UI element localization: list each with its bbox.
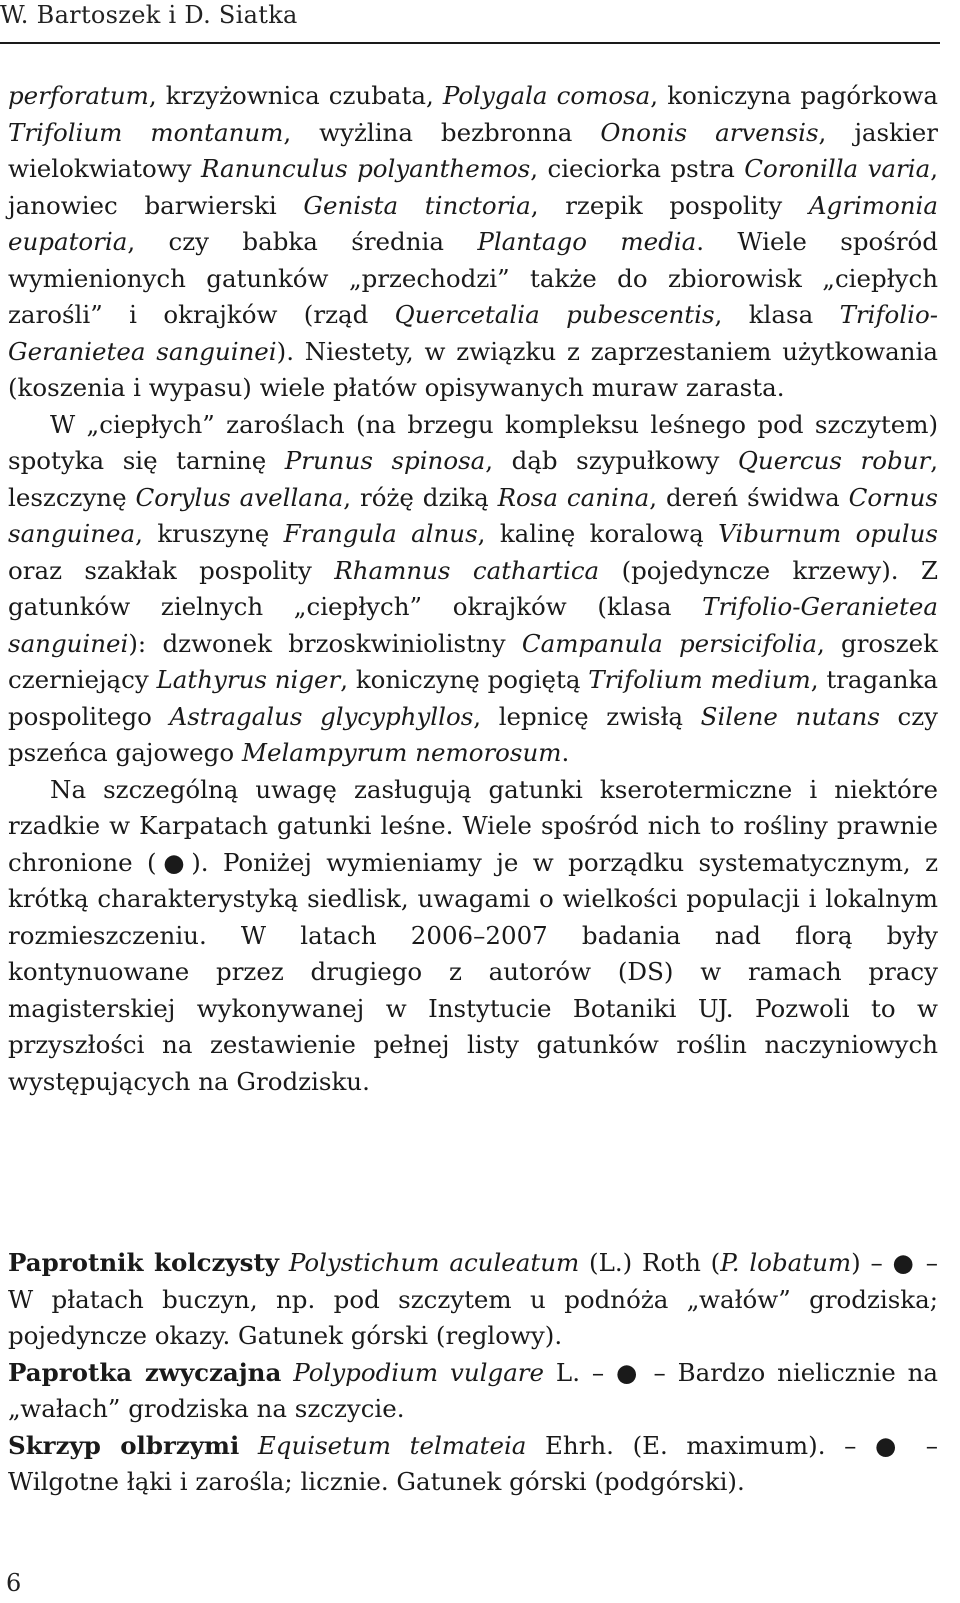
italic-text: Trifolio-Geranietea sanguinei [8, 592, 938, 658]
italic-text: Viburnum opulus [718, 519, 938, 548]
text-run: Ehrh. (E. maximum). – ● – Wilgotne łąki i zarośla; licznie. Gatunek górski (podgórski). [8, 1430, 939, 1496]
running-head: W. Bartoszek i D. Siatka [0, 1, 298, 29]
species-list [8, 1245, 938, 1501]
text-run: L. – ● – Bardzo nielicznie na „wałach” grodziska na szczycie. [8, 1357, 938, 1423]
text-run: oraz szakłak pospolity [8, 555, 335, 585]
page-number: 6 [6, 1569, 22, 1597]
text-run: , koniczyna pagórkowa [650, 81, 939, 110]
text-run: W „ciepłych” zaroślach (na brzegu kompleksu leśnego pod szczytem) spotyka się tarninę [8, 409, 938, 475]
italic-text: perforatum [8, 81, 149, 110]
text-run: , groszek czerniejący [8, 628, 939, 694]
text-run: czy pszeńca gajowego [8, 701, 939, 767]
italic-text: Astragalus glycyphyllos [169, 701, 474, 731]
italic-text: Ranunculus polyanthemos [201, 154, 531, 183]
text-run: ). Niestety, w związku z zaprzestaniem użytkowania (koszenia i wypasu) wiele płatów opisywanych muraw zarasta. [8, 336, 938, 402]
italic-text: Trifolio-Geranietea sanguinei [8, 300, 938, 366]
paragraph-1 [8, 78, 938, 407]
text-run: , cieciorka pstra [530, 154, 745, 183]
text-run: ): dzwonek brzoskwiniolistny [128, 628, 522, 658]
italic-text: Melampyrum nemorosum [241, 738, 562, 767]
italic-text: Ononis arvensis [600, 117, 819, 147]
text-run: , różę dziką [343, 482, 498, 512]
italic-text: Frangula alnus [283, 519, 478, 548]
text-run: , wyżlina bezbronna [283, 117, 601, 147]
italic-text: Trifolium medium [588, 665, 811, 694]
italic-text: Lathyrus niger [156, 665, 341, 694]
text-run [239, 1431, 258, 1460]
italic-text: Plantago media [477, 227, 697, 256]
italic-text: Quercetalia pubescentis [394, 300, 715, 329]
italic-text: Rosa canina [497, 482, 650, 512]
italic-text: Silene nutans [700, 701, 880, 731]
italic-text: Trifolium montanum [8, 117, 284, 147]
text-run [279, 1248, 289, 1277]
text-run: . [561, 738, 570, 767]
italic-text: Prunus spinosa [284, 446, 486, 475]
italic-text: Cornus sanguinea [8, 482, 938, 548]
text-run: , krzyżownica czubata, [148, 81, 443, 110]
italic-text: Agrimonia eupatoria [8, 190, 938, 256]
body-text [8, 78, 938, 1100]
italic-text: Campanula persicifolia [521, 628, 817, 658]
text-run: , kruszynę [135, 519, 284, 548]
italic-text: Quercus robur [737, 446, 931, 475]
text-run: ) – ● – W płatach buczyn, np. pod szczytem u podnóża „wałów” grodziska; pojedyncze okazy. Gatunek górski (reglowy). [8, 1248, 938, 1350]
text-run: , jaskier wielokwiatowy [8, 117, 938, 183]
italic-text: P. lobatum [720, 1248, 852, 1277]
text-run: Na szczególną uwagę zasługują gatunki kserotermiczne i niektóre rzadkie w Karpatach gatunki leśne. Wiele spośród nich to rośliny prawnie chronione (●). Poniżej wymieniamy je w porządku systematycznym, z krótką charakterystyką siedlisk, uwagami o wielkości populacji i lokalnym rozmieszczeniu. W latach 2006–2007 badania nad florą były kontynuowane przez drugiego z autorów (DS) w ramach pracy magisterskiej wykonywanej w Instytucie Botaniki UJ. Pozwoli to w przyszłości na zestawienie pełnej listy gatunków roślin naczyniowych występujących na Grodzisku. [8, 774, 938, 1096]
text-run: (L.) Roth ( [579, 1248, 721, 1277]
text-run: , dereń świdwa [649, 482, 849, 512]
text-run: . Wiele spośród wymienionych gatunków „przechodzi” także do zbiorowisk „ciepłych zarośli” i okrajków (rząd [8, 227, 938, 329]
text-run: , kalinę koralową [477, 519, 719, 548]
italic-text: Rhamnus cathartica [334, 555, 600, 585]
paragraph-2 [8, 407, 938, 772]
italic-text: Corylus avellana [135, 482, 344, 512]
text-run: (pojedyncze krzewy). Z gatunków zielnych „ciepłych” okrajków (klasa [8, 555, 939, 621]
species-entry [8, 1428, 938, 1501]
species-entry [8, 1245, 938, 1355]
text-run: , janowiec barwierski [8, 154, 938, 220]
italic-text: Polygala comosa [442, 81, 651, 110]
text-run: , traganka pospolitego [8, 665, 939, 731]
text-run: , klasa [714, 300, 840, 329]
text-run: , dąb szypułkowy [485, 446, 738, 475]
text-run: , rzepik pospolity [530, 190, 809, 220]
text-run: , koniczynę pogiętą [340, 665, 589, 694]
bold-text: Paprotnik kolczysty [8, 1248, 280, 1277]
text-run [281, 1358, 293, 1387]
italic-text: Genista tinctoria [303, 190, 531, 220]
italic-text: Coronilla varia [744, 154, 931, 183]
italic-text: Polypodium vulgare [293, 1357, 545, 1387]
paragraph-3 [8, 772, 938, 1101]
header-rule [0, 42, 940, 44]
italic-text: Polystichum aculeatum [288, 1248, 580, 1277]
text-run: , leszczynę [8, 446, 938, 512]
species-entry [8, 1355, 938, 1428]
bold-text: Skrzyp olbrzymi [8, 1430, 240, 1460]
bold-text: Paprotka zwyczajna [8, 1357, 282, 1387]
italic-text: Equisetum telmateia [257, 1430, 527, 1460]
text-run: , lepnicę zwisłą [473, 701, 701, 731]
text-run: , czy babka średnia [127, 227, 478, 256]
